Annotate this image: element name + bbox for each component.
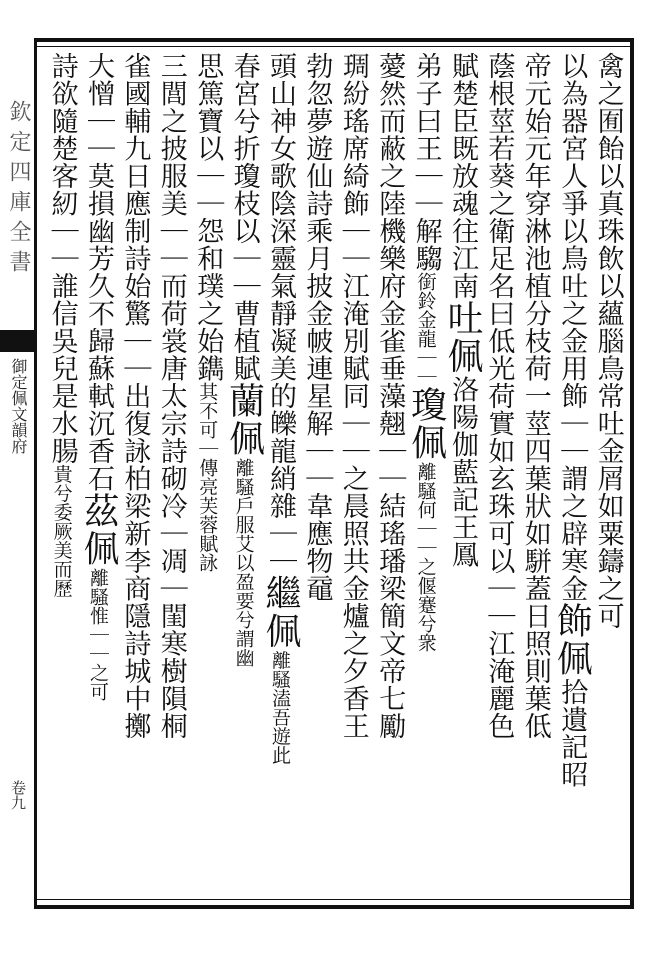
body-text: 帝元始元年穿淋池植分枝荷一莖四葉狀如駢蓋日照則葉低 [519, 52, 551, 740]
body-text: 弟子曰王｜｜解騶 [410, 52, 442, 272]
top-inner-border [34, 46, 634, 47]
body-text: 大憎｜｜莫損幽芳久不歸蘇軾沉香石 [83, 52, 114, 492]
body-text: 禽之囿飴以真珠飲以 [592, 52, 624, 300]
margin-fishtail-block [0, 330, 34, 352]
body-text: 賦楚臣既放魂往江南 [447, 52, 478, 300]
body-text: 詩欲隨楚客紉｜｜誰信吳兒是水腸 [46, 52, 78, 465]
left-border [34, 38, 37, 909]
body-text: 思篤寶以｜｜怨和璞之始鐫 [192, 52, 224, 382]
annotation-text: 離騷溘吾遊此 [269, 650, 291, 765]
body-text: 腦鳥常吐金屑如粟鑄之可 [592, 327, 624, 630]
body-text: 薆然而蔽之陸機樂府金雀垂藻翹｜｜結瑤璠梁簡文帝七勵 [374, 52, 406, 740]
entry-heading: 茲佩 [78, 492, 119, 568]
body-text: 三閭之披服美｜｜而荷裳唐太宗詩砌冷｜凋｜閨寒樹隕桐 [155, 52, 187, 740]
annotation-text: 貴兮委厥美而歷 [50, 464, 73, 598]
body-text: 勃忽夢遊仙詩乘月披金帔連星解｜｜韋應物黿 [301, 52, 333, 602]
body-text: 雀國輔九日應制詩始驚｜｜出復詠柏梁新李商隱詩城中擲 [119, 52, 151, 740]
text-column [40, 52, 84, 882]
body-text: 以為器宮人爭以鳥吐之金用飾｜｜謂之辟寒金 [556, 52, 588, 602]
body-text: 拾遺記昭 [556, 678, 588, 788]
annotation-text: 其不可｜傳亮芙蓉賦詠 [196, 382, 219, 572]
body-text: 蔭根莖若葵之衛足名曰低光荷實如玄珠可以｜｜江淹麗色 [483, 52, 515, 740]
bottom-border [34, 905, 634, 909]
margin-book-title: 御定佩文韻府 [9, 358, 28, 454]
entry-heading: 瓊佩 [405, 386, 447, 462]
right-border [630, 38, 634, 909]
margin-page-number: 卷九 [9, 780, 27, 810]
body-text: 琱紛瑤席綺飾｜｜江淹別賦同｜｜之晨照共金爐之夕香王 [337, 52, 369, 740]
annotation-text: 離騷何｜｜之偃蹇兮衆 [414, 462, 437, 652]
body-text: 春宮兮折瓊枝以｜｜曹植賦 [228, 52, 260, 382]
entry-heading: 繼佩 [260, 574, 301, 651]
margin-title: 欽定四庫全書 [6, 100, 31, 280]
body-text: 蘊 [592, 299, 624, 327]
top-border [34, 38, 634, 42]
entry-heading: 飾佩 [551, 602, 593, 678]
annotation-text: 離騷惟｜｜之可 [87, 568, 109, 701]
body-text: 頭山神女歌陰深靈氣靜凝美的皪龍綃雜｜｜ [265, 52, 296, 575]
annotation-text: 銜鈴金龍｜｜ [414, 272, 437, 386]
entry-heading: 吐佩 [442, 299, 483, 376]
bottom-inner-border [34, 899, 634, 900]
annotation-text: 離騷戶服艾以盈要兮謂幽 [232, 458, 255, 667]
body-text: 洛陽伽藍記王鳳 [447, 375, 478, 568]
page-margin [0, 40, 34, 920]
entry-heading: 蘭佩 [223, 382, 265, 458]
